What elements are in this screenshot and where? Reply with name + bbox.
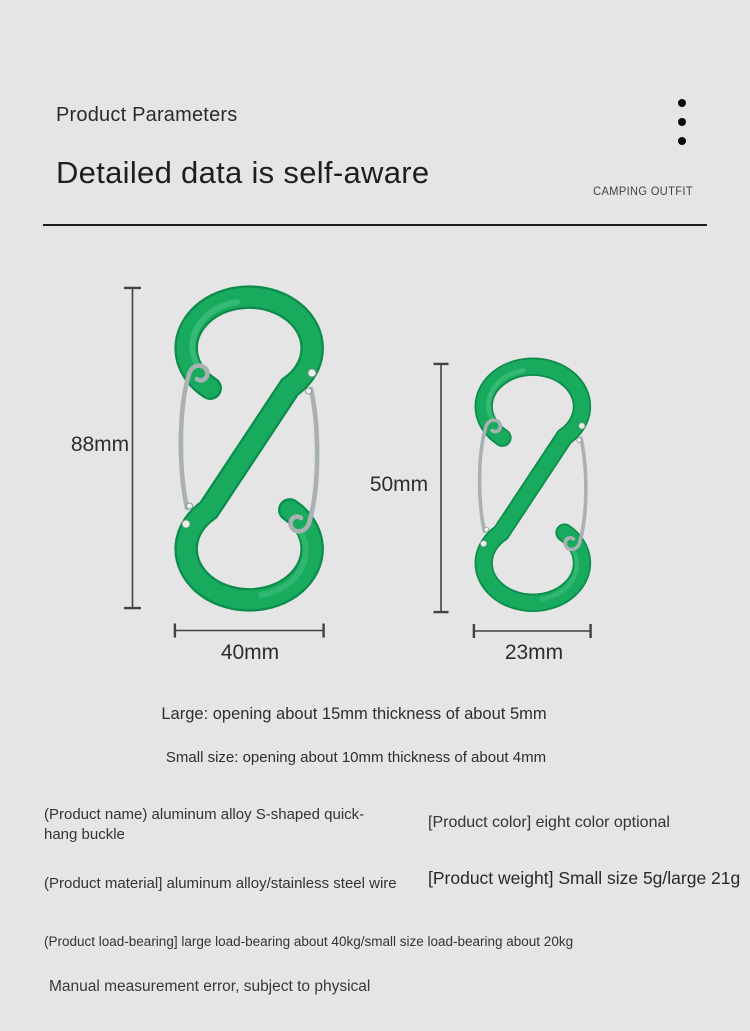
section-headline: Detailed data is self-aware bbox=[56, 155, 430, 190]
small-size-note: Small size: opening about 10mm thickness of about 4mm bbox=[165, 749, 547, 766]
spec-product-material: (Product material] aluminum alloy/stainless steel wire bbox=[44, 875, 397, 892]
brand-label: CAMPING OUTFIT bbox=[593, 186, 693, 198]
large-width-dimension bbox=[174, 624, 325, 638]
small-width-dimension bbox=[473, 624, 592, 638]
dot-icon bbox=[678, 137, 686, 145]
divider-line bbox=[43, 224, 707, 226]
spec-product-color: [Product color] eight color optional bbox=[428, 814, 670, 831]
small-height-dimension bbox=[434, 363, 449, 613]
spec-product-load-bearing: (Product load-bearing] large load-bearing about 40kg/small size load-bearing about 20kg bbox=[44, 934, 574, 949]
dot-icon bbox=[678, 99, 686, 107]
dot-icon bbox=[678, 118, 686, 126]
carabiner-figure bbox=[0, 240, 750, 680]
spec-product-name: (Product name) aluminum alloy S-shaped quick-hang buckle bbox=[44, 806, 365, 843]
small-width-label: 23mm bbox=[504, 641, 564, 664]
large-height-label: 88mm bbox=[70, 433, 130, 456]
large-carabiner bbox=[181, 297, 317, 600]
spec-measurement-note: Manual measurement error, subject to physical bbox=[49, 978, 371, 995]
small-carabiner bbox=[480, 367, 586, 603]
large-size-note: Large: opening about 15mm thickness of about 5mm bbox=[161, 705, 547, 723]
spec-product-weight: [Product weight] Small size 5g/large 21g bbox=[428, 868, 741, 888]
three-dots-decoration bbox=[674, 99, 690, 145]
small-height-label: 50mm bbox=[369, 473, 429, 496]
large-width-label: 40mm bbox=[220, 641, 280, 664]
page-title: Product Parameters bbox=[56, 104, 238, 126]
